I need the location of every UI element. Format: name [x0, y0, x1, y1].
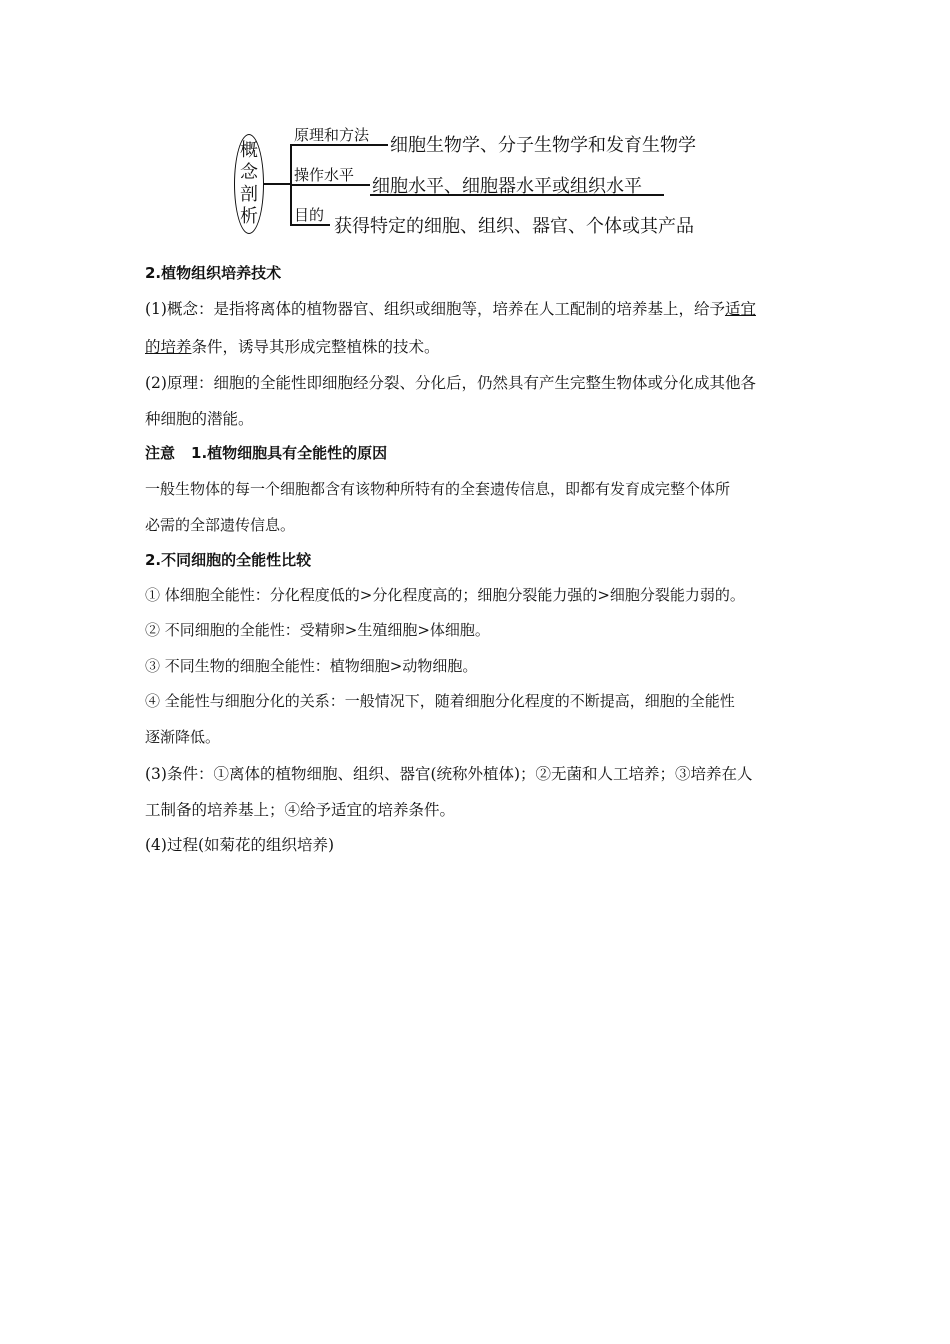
- concept-suffix: 条件，诱导其形成完整植株的技术。: [191, 338, 440, 356]
- concept-line-2: [145, 335, 810, 357]
- note-title-2: 2.不同细胞的全能性比较: [145, 551, 312, 569]
- branch-value-purpose: 获得特定的细胞、组织、器官、个体或其产品: [334, 216, 694, 237]
- branch-label-level: 操作水平: [294, 166, 355, 184]
- section-title: 2.植物组织培养技术: [145, 264, 282, 282]
- note-item-1: ① 体细胞全能性：分化程度低的>分化程度高的；细胞分裂能力强的>细胞分裂能力弱的。: [145, 586, 745, 604]
- branch-label-principle: 原理和方法: [294, 126, 370, 144]
- concept-underline-2: 的培养: [145, 338, 192, 356]
- conditions-line-1: (3)条件：①离体的植物细胞、组织、器官(统称外植体)；②无菌和人工培养；③培养在人: [145, 765, 753, 783]
- principle-line-2: 种细胞的潜能。: [145, 410, 254, 428]
- concept-underline-1: 适宜: [724, 300, 756, 318]
- oval-char: 析: [240, 206, 258, 227]
- note-item-4-line-2: 逐渐降低。: [145, 728, 221, 746]
- note-title: 1.植物细胞具有全能性的原因: [191, 444, 388, 462]
- note-label: 注意: [145, 444, 176, 462]
- oval-char: 概: [240, 140, 258, 161]
- concept-diagram: [230, 118, 730, 240]
- concept-oval: [234, 134, 264, 234]
- branch-label-purpose: 目的: [294, 206, 325, 224]
- note-line-2: 必需的全部遗传信息。: [145, 516, 296, 534]
- concept-line-1: [145, 297, 810, 319]
- note-item-3: ③ 不同生物的细胞全能性：植物细胞>动物细胞。: [145, 657, 478, 675]
- connector-horizontal: [264, 183, 290, 185]
- conditions-line-2: 工制备的培养基上；④给予适宜的培养条件。: [145, 801, 456, 819]
- note-item-2: ② 不同细胞的全能性：受精卵>生殖细胞>体细胞。: [145, 621, 490, 639]
- note-line-1: 一般生物体的每一个细胞都含有该物种所特有的全套遗传信息，即都有发育成完整个体所: [145, 480, 731, 498]
- principle-line-1: (2)原理：细胞的全能性即细胞经分裂、分化后，仍然具有产生完整生物体或分化成其他各: [145, 374, 756, 392]
- process-line: (4)过程(如菊花的组织培养): [145, 836, 335, 854]
- note-heading: [145, 442, 810, 463]
- concept-prefix: (1)概念：是指将离体的植物器官、组织或细胞等，培养在人工配制的培养基上，给予: [145, 300, 725, 318]
- branch-value-principle: 细胞生物学、分子生物学和发育生物学: [390, 135, 696, 156]
- note-item-4-line-1: ④ 全能性与细胞分化的关系：一般情况下，随着细胞分化程度的不断提高，细胞的全能性: [145, 692, 735, 710]
- branch-value-level: 细胞水平、细胞器水平或组织水平: [372, 176, 642, 197]
- oval-char: 念: [240, 162, 258, 183]
- oval-char: 剖: [240, 184, 258, 205]
